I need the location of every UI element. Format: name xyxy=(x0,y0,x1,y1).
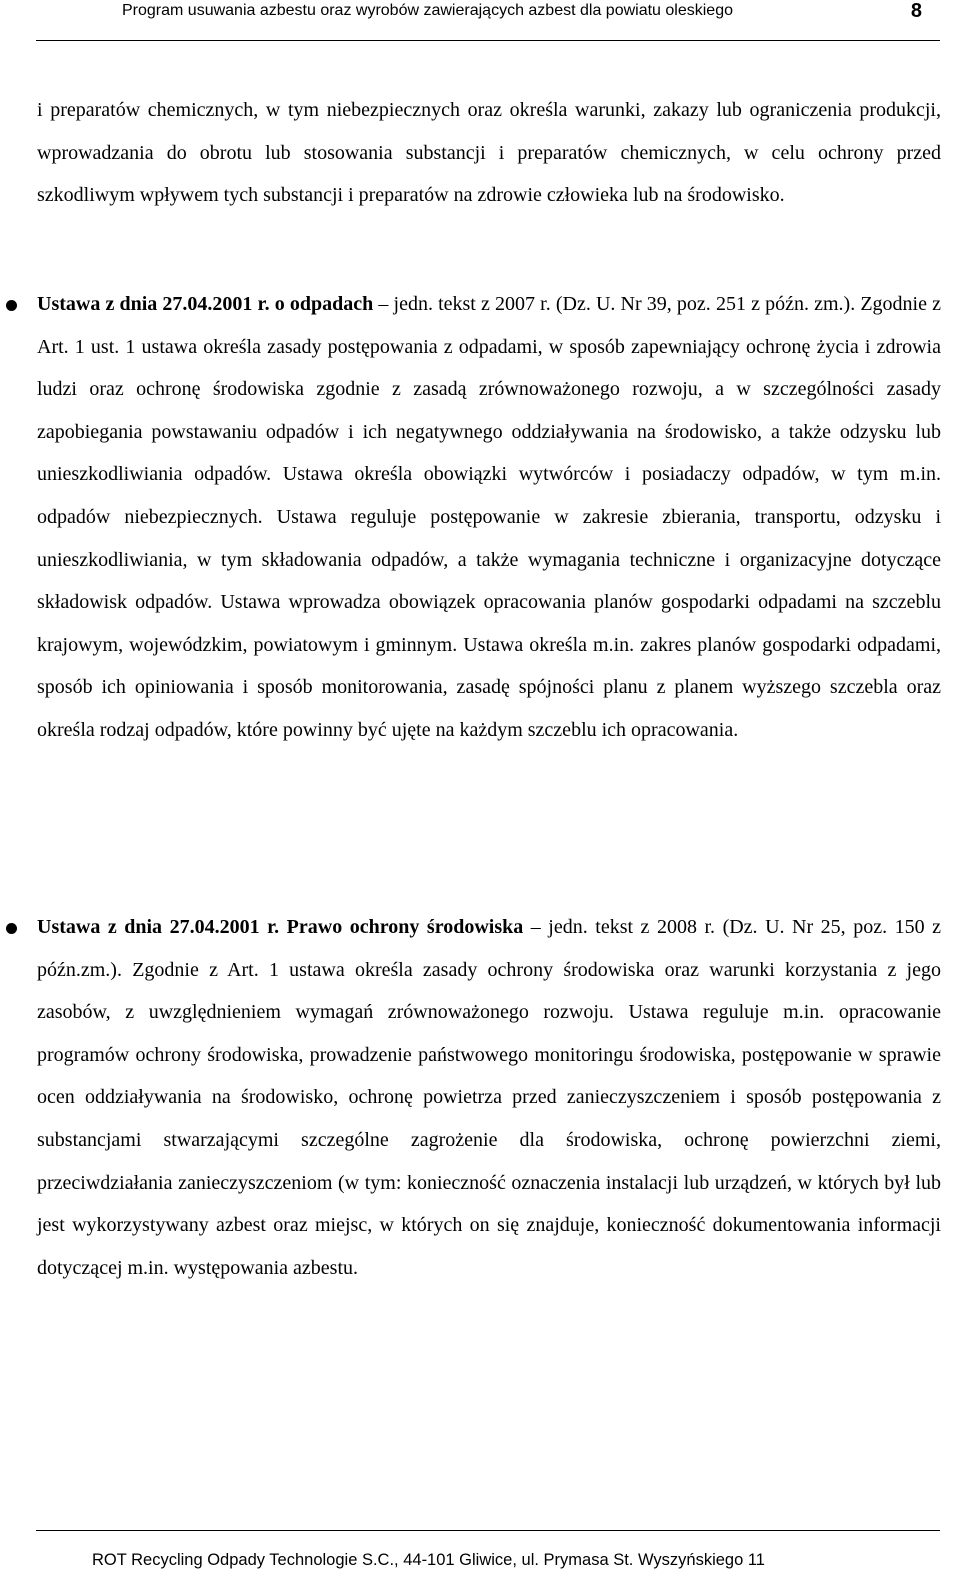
page-footer xyxy=(36,1530,940,1591)
intro-paragraph: i preparatów chemicznych, w tym niebezpiecznych oraz określa warunki, zakazy lub ograniczenia produkcji, wprowadzania do obrotu lub stosowania substancji i preparatów chemicznych, w celu ochrony przed szkodliwym wpływem tych substancji i preparatów na zdrowie człowieka lub na środowisko. xyxy=(37,99,941,207)
list-item-environment-act xyxy=(37,906,941,1289)
document-title: Program usuwania azbestu oraz wyrobów zawierających azbest dla powiatu oleskiego xyxy=(122,2,733,19)
list-item-waste-act xyxy=(37,283,941,752)
page-header xyxy=(36,0,940,41)
list-item-text: – jedn. tekst z 2007 r. (Dz. U. Nr 39, poz. 251 z późn. zm.). Zgodnie z Art. 1 ust. 1 ustawa określa zasady postępowania z odpadami, w sposób zapewniający ochronę życia i zdrowia ludzi oraz ochronę środowiska zgodnie z zasadą zrównoważonego rozwoju, a w szczególności zasady zapobiegania powstawaniu odpadów i ich negatywnego oddziaływania na środowisko, a także odzysku lub unieszkodliwiania odpadów. Ustawa określa obowiązki wytwórców i posiadaczy odpadów, w tym m.in. odpadów niebezpiecznych. Ustawa reguluje postępowanie w zakresie zbierania, transportu, odzysku i unieszkodliwiania, w tym składowania odpadów, a także wymagania techniczne i organizacyjne dotyczące składowisk odpadów. Ustawa wprowadza obowiązek opracowania planów gospodarki odpadami na szczeblu krajowym, wojewódzkim, powiatowym i gminnym. Ustawa określa m.in. zakres planów gospodarki odpadami, sposób ich opiniowania i sposób monitorowania, zasadę spójności planu z planem wyższego szczebla oraz określa rodzaj odpadów, które powinny być ujęte na każdym szczeblu ich opracowania. xyxy=(37,293,942,741)
list-item-text: – jedn. tekst z 2008 r. (Dz. U. Nr 25, poz. 150 z późn.zm.). Zgodnie z Art. 1 ustawa określa zasady ochrony środowiska oraz warunki korzystania z jego zasobów, z uwzględnieniem wymagań zrównoważonego rozwoju. Ustawa reguluje m.in. opracowanie programów ochrony środowiska, prowadzenie państwowego monitoringu środowiska, postępowanie w sprawie ocen oddziaływania na środowisko, ochronę powietrza przed zanieczyszczeniem i sposób postępowania z substancjami stwarzającymi szczególne zagrożenie dla środowiska, ochronę powierzchni ziemi, przeciwdziałania zanieczyszczeniom (w tym: konieczność oznaczenia instalacji lub urządzeń, w których był lub jest wykorzystywany azbest oraz miejsc, w których on się znajduje, konieczność dokumentowania informacji dotyczącej m.in. występowania azbestu. xyxy=(37,916,942,1279)
list-item-title: Ustawa z dnia 27.04.2001 r. Prawo ochrony środowiska xyxy=(37,916,524,938)
page-number: 8 xyxy=(910,0,922,22)
footer-text: ROT Recycling Odpady Technologie S.C., 44-101 Gliwice, ul. Prymasa St. Wyszyńskiego 11 xyxy=(92,1551,765,1569)
bullet-icon xyxy=(6,923,17,934)
list-item-title: Ustawa z dnia 27.04.2001 r. o odpadach xyxy=(37,293,374,315)
bullet-icon xyxy=(6,300,17,311)
